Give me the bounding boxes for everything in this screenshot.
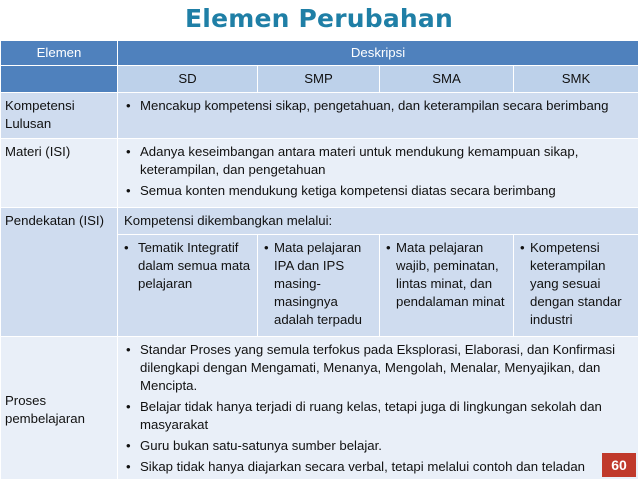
pendekatan-lead: Kompetensi dikembangkan melalui: <box>118 208 638 235</box>
elemen-table <box>0 40 638 479</box>
page-title: Elemen Perubahan <box>185 4 453 33</box>
header-elemen: Elemen <box>1 41 118 66</box>
row-description <box>118 337 638 479</box>
subheader-sma: SMA <box>380 66 514 93</box>
row-kompetensi <box>1 93 638 139</box>
subheader-smp: SMP <box>258 66 380 93</box>
row-pendekatan <box>1 208 638 235</box>
row-label: Proses pembelajaran <box>1 337 118 479</box>
row-materi <box>1 139 638 208</box>
subheader-smk: SMK <box>514 66 638 93</box>
subheader-sd: SD <box>118 66 258 93</box>
pendekatan-smp <box>258 235 380 337</box>
subheader-row <box>1 66 638 93</box>
row-description <box>118 139 638 208</box>
list-item: • Mencakup kompetensi sikap, pengetahuan, dan keterampilan secara berimbang <box>124 97 632 115</box>
pendekatan-sma <box>380 235 514 337</box>
list-item: • Guru bukan satu-satunya sumber belajar. <box>124 437 632 455</box>
list-item: • Mata pelajaran IPA dan IPS masing-masingnya adalah terpadu <box>262 239 375 329</box>
subheader-blank <box>1 66 118 93</box>
pendekatan-smk <box>514 235 638 337</box>
row-label: Kompetensi Lulusan <box>1 93 118 139</box>
list-item: • Kompetensi keterampilan yang sesuai dengan standar industri <box>518 239 634 329</box>
list-item: • Standar Proses yang semula terfokus pada Eksplorasi, Elaborasi, dan Konfirmasi dilengkapi dengan Mengamati, Menanya, Mengolah, Menalar, Menyajikan, dan Mencipta. <box>124 341 632 395</box>
row-label: Pendekatan (ISI) <box>1 208 118 337</box>
list-item: • Mata pelajaran wajib, peminatan, lintas minat, dan pendalaman minat <box>384 239 509 311</box>
page-number-badge: 60 <box>602 453 636 477</box>
list-item: • Semua konten mendukung ketiga kompetensi diatas secara berimbang <box>124 182 632 200</box>
header-row <box>1 41 638 66</box>
pendekatan-sd <box>118 235 258 337</box>
list-item: • Adanya keseimbangan antara materi untuk mendukung kemampuan sikap, keterampilan, dan pengetahuan <box>124 143 632 179</box>
row-proses <box>1 337 638 479</box>
header-deskripsi: Deskripsi <box>118 41 638 66</box>
row-description <box>118 93 638 139</box>
list-item: • Belajar tidak hanya terjadi di ruang kelas, tetapi juga di lingkungan sekolah dan masyarakat <box>124 398 632 434</box>
list-item: • Tematik Integratif dalam semua mata pelajaran <box>122 239 253 293</box>
row-label: Materi (ISI) <box>1 139 118 208</box>
list-item: • Sikap tidak hanya diajarkan secara verbal, tetapi melalui contoh dan teladan <box>124 458 632 476</box>
